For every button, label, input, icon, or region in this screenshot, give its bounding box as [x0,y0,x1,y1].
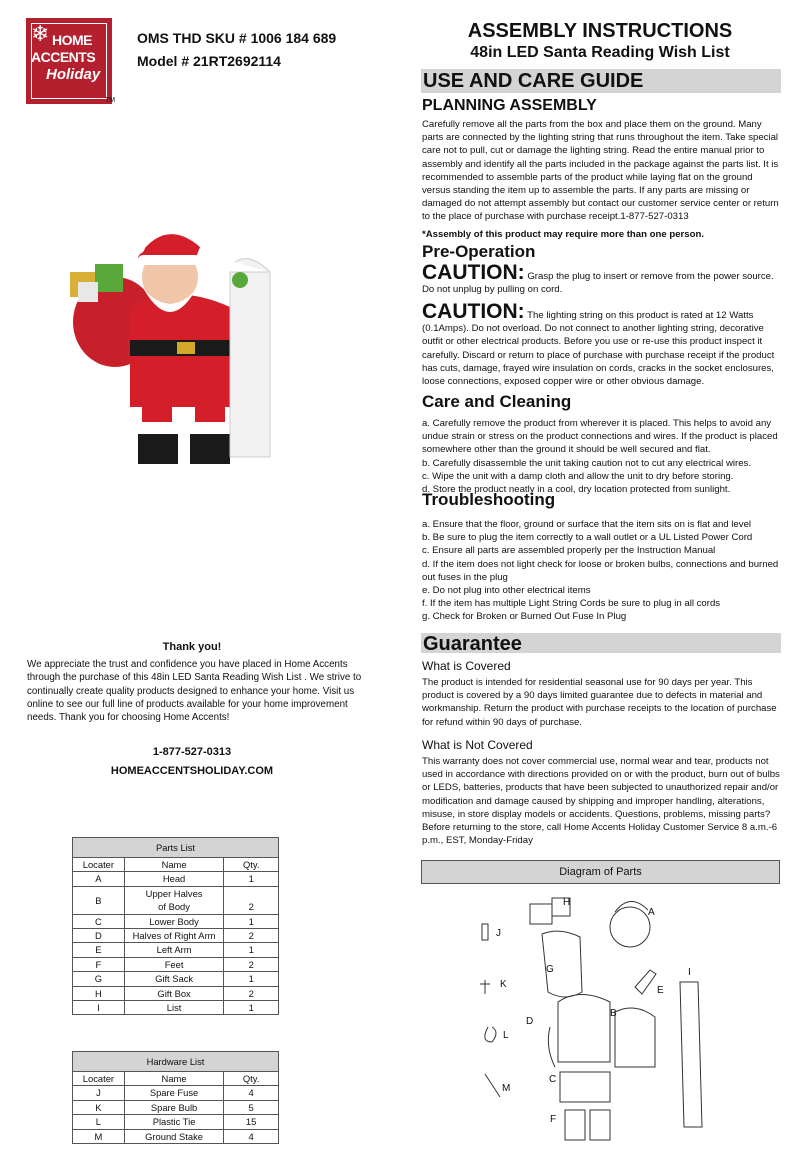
parts-list-table [72,837,279,1015]
guarantee-heading: Guarantee [421,633,781,653]
sku-number: OMS THD SKU # 1006 184 689 [137,30,337,46]
caution-2-text: The lighting string on this product is rated at 12 Watts (0.1Amps). Do not overload. Do not connect to another lighting string, decorative outfit or other electrical products. Before you use or re-use this product inspect it carefully. Discard or return to place of purchase with purchase receipt if the product has cuts, damage, frayed wire insulation on cords, cracks in the socket enclosures, loose connections, exposed copper wire or other obvious damage. [422,310,775,388]
not-covered-heading: What is Not Covered [422,738,533,752]
use-care-heading: USE AND CARE GUIDE [421,69,781,93]
assembly-note: *Assembly of this product may require more than one person. [422,229,705,240]
table-row: B Upper Halves of Body 2 [73,886,279,914]
thanks-heading: Thank you! [162,641,222,653]
list-item: g. Check for Broken or Burned Out Fuse In Plug [422,611,627,623]
table-row: L Plastic Tie 15 [73,1115,279,1129]
table-header: Locater [73,1072,125,1086]
diagram-label-k: K [500,979,507,990]
care-heading: Care and Cleaning [422,392,572,411]
diagram-label-b: B [610,1008,617,1019]
caution-1 [422,261,783,296]
snowflake-icon: ❄ [31,21,50,46]
covered-body: The product is intended for residential seasonal use for 90 days per year. This product is covered by a 90 days limited guarantee due to defects in material and workmanship. Return the product with purchase receipts to the location of purchase for refund within 90 days of purchase. [422,677,777,728]
diagram-label-l: L [503,1030,509,1041]
diagram-label-j: J [496,928,501,939]
home-accents-logo: ❄ HOME ACCENTS Holiday [26,18,112,104]
diagram-title: Diagram of Parts [421,860,780,884]
table-row: A Head 1 [73,872,279,886]
model-number: Model # 21RT2692114 [137,53,281,69]
diagram-label-i: I [688,967,691,978]
trademark: TM [105,97,116,104]
list-item: b. Be sure to plug the item correctly to a wall outlet or a UL Listed Power Cord [422,532,753,544]
list-item: d. If the item does not light check for loose or broken bulbs, connections and burned out fuses in the plug [422,558,779,583]
page-title: ASSEMBLY INSTRUCTIONS [467,20,733,42]
list-item: c. Ensure all parts are assembled properly per the Instruction Manual [422,545,716,557]
table-row: J Spare Fuse 4 [73,1086,279,1100]
diagram-label-e: E [657,985,664,996]
table-header: Name [124,1072,223,1086]
table-row: M Ground Stake 4 [73,1129,279,1143]
caution-1-text: Grasp the plug to insert or remove from the power source. Do not unplug by pulling on cord. [422,271,774,296]
list-item: e. Do not plug into other electrical items [422,585,591,597]
hardware-list-table [72,1051,279,1144]
covered-heading: What is Covered [422,659,511,673]
troubleshooting-heading: Troubleshooting [422,490,556,509]
table-header: Qty. [224,1072,279,1086]
hardware-list-caption: Hardware List [73,1052,279,1072]
not-covered-body: This warranty does not cover commercial use, normal wear and tear, products not used in accordance with directions provided on or with the product, burn out of bulbs or LEDS, batteries, products that have been subjected to unauthorized repair and/or modification and damage caused by shipping and improper handling, alterations, misuse, in store display models or accidents. Questions, problems, missing parts? Before returning to the store, call Home Accents Holiday Customer Service 8 a.m.-6 p.m., EST, Monday-Friday [422,756,780,847]
list-item: c. Wipe the unit with a damp cloth and allow the unit to dry before storing. [422,470,734,482]
diagram-label-f: F [550,1114,557,1125]
preop-heading: Pre-Operation [422,242,536,261]
diagram-label-m: M [502,1083,511,1094]
parts-list-caption: Parts List [73,838,279,858]
diagram-label-d: D [526,1016,534,1027]
table-row: F Feet 2 [73,957,279,971]
page-subtitle: 48in LED Santa Reading Wish List [470,44,730,61]
website: HOMEACCENTSHOLIDAY.COM [110,765,274,777]
table-row: C Lower Body 1 [73,914,279,928]
list-item: b. Carefully disassemble the unit taking caution not to cut any electrical wires. [422,457,752,469]
parts-diagram [470,892,720,1154]
thanks-body: We appreciate the trust and confidence you have placed in Home Accents through the purchase of this 48in LED Santa Reading Wish List . We strive to continually create quality products designed to enhance your home. Visit us online to see our full line of products available for your home improvement needs. Thank you for choosing Home Accents! [27,659,362,724]
phone-number: 1-877-527-0313 [152,746,232,758]
table-header: Locater [73,858,125,872]
diagram-label-a: A [648,907,655,918]
table-row: E Left Arm 1 [73,943,279,957]
table-header: Name [124,858,224,872]
list-item: f. If the item has multiple Light String Cords be sure to plug in all cords [422,598,721,610]
table-row: H Gift Box 2 [73,986,279,1000]
troubleshooting-list [422,518,783,624]
caution-2 [422,300,783,388]
care-list [422,417,783,496]
list-item: a. Carefully remove the product from wherever it is placed. This helps to avoid any undue strain or stress on the product connections and wires. If the product is placed somewhere other than the ground it should be well secured and flat. [422,418,778,456]
diagram-label-c: C [549,1074,557,1085]
table-row: I List 1 [73,1001,279,1015]
diagram-label-h: H [563,897,571,908]
table-row: K Spare Bulb 5 [73,1100,279,1114]
santa-product-image [60,222,300,482]
table-row: D Halves of Right Arm 2 [73,929,279,943]
caution-label: CAUTION: [422,261,525,284]
diagram-label-g: G [546,964,554,975]
planning-heading: PLANNING ASSEMBLY [422,97,597,114]
table-row: G Gift Sack 1 [73,972,279,986]
table-header: Qty. [224,858,279,872]
list-item: a. Ensure that the floor, ground or surface that the item sits on is flat and level [422,519,752,530]
list-item: d. Store the product neatly in a cool, dry location protected from sunlight. [422,484,731,496]
caution-label: CAUTION: [422,300,525,323]
planning-body: Carefully remove all the parts from the box and place them on the ground. Many parts are connected by the lighting string that runs throughout the item. Take special care not to pull, cut or damage the lighting string. Read the entire manual prior to assembly and identify all the parts included in the package against the parts list. It is recommended to assemble parts of the product while laying flat on the ground versus standing the item up to assemble the parts. If any parts are missing or damaged do not attempt assembly but contact our customer service center or return to the place of purchase with purchase receipt.1-877-527-0313 [422,119,779,223]
